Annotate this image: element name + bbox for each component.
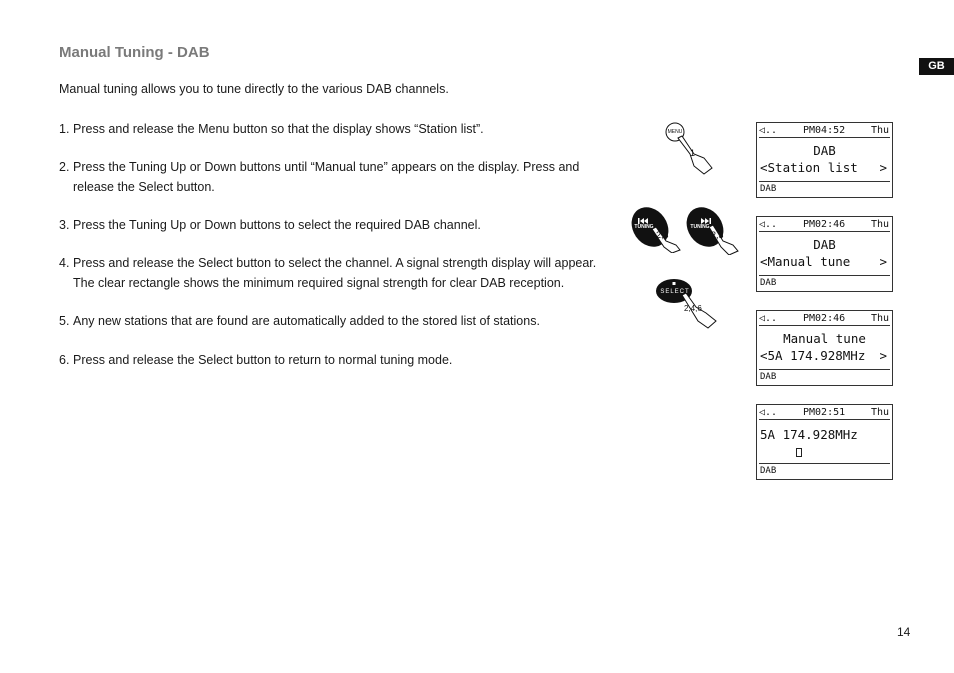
intro-text: Manual tuning allows you to tune directly to the various DAB channels. — [59, 82, 449, 96]
signal-icon: ◁.. — [759, 125, 778, 136]
step-number: 1. — [59, 122, 70, 136]
lcd-divider — [759, 275, 890, 276]
step-1 — [59, 119, 619, 139]
tuning-up-illustration — [685, 203, 740, 255]
menu-button-label: MENU — [667, 129, 683, 135]
lcd-line2-text: <5A 174.928MHz — [760, 348, 866, 363]
step-2 — [59, 157, 619, 197]
lcd-display-2 — [756, 216, 893, 292]
step-3 — [59, 215, 619, 235]
tuning-up-label: TUNING — [690, 224, 710, 230]
lcd-day: Thu — [870, 407, 889, 418]
tuning-down-illustration — [630, 203, 682, 253]
lcd-mode: DAB — [760, 184, 777, 194]
step-5 — [59, 311, 619, 331]
lcd-divider — [759, 419, 890, 420]
lcd-divider — [759, 463, 890, 464]
signal-icon: ◁.. — [759, 219, 778, 230]
menu-button-illustration — [664, 120, 716, 176]
lcd-time: PM04:52 — [803, 125, 846, 136]
step-number: 2. — [59, 160, 70, 174]
lcd-frequency: 5A 174.928MHz — [760, 427, 858, 442]
language-tab: GB — [919, 58, 954, 75]
select-button-illustration — [654, 275, 718, 329]
select-button-label: SELECT — [660, 289, 690, 295]
step-text: Any new stations that are found are automatically added to the stored list of stations. — [73, 314, 540, 328]
lcd-time: PM02:46 — [803, 313, 846, 324]
lcd-right-arrow: > — [879, 254, 887, 269]
step-text: Press and release the Menu button so that the display shows “Station list”. — [73, 122, 484, 136]
lcd-display-4 — [756, 404, 893, 480]
page-number: 14 — [897, 625, 911, 639]
lcd-display-1 — [756, 122, 893, 198]
step-text: Press the Tuning Up or Down buttons until “Manual tune” appears on the display. Press and release the Select button. — [73, 160, 580, 194]
lcd-time: PM02:46 — [803, 219, 846, 230]
lcd-line2-text: <Manual tune — [760, 254, 851, 269]
lcd-day: Thu — [870, 313, 889, 324]
lcd-line1: DAB — [813, 237, 836, 252]
lcd-mode: DAB — [760, 278, 777, 288]
step-number: 4. — [59, 256, 70, 270]
tuning-down-label: TUNING — [634, 224, 654, 230]
lcd-divider — [759, 369, 890, 370]
tuning-down-step-number: 2,3 — [656, 230, 669, 240]
lcd-divider — [759, 325, 890, 326]
lcd-line2-text: <Station list — [760, 160, 858, 175]
step-6 — [59, 350, 619, 370]
step-4 — [59, 253, 619, 293]
step-number: 3. — [59, 218, 70, 232]
signal-icon: ◁.. — [759, 407, 778, 418]
lcd-mode: DAB — [760, 466, 777, 476]
step-text: Press the Tuning Up or Down buttons to select the required DAB channel. — [73, 218, 481, 232]
step-number: 5. — [59, 314, 70, 328]
page-title: Manual Tuning - DAB — [59, 44, 210, 61]
step-number: 6. — [59, 353, 70, 367]
lcd-line1: Manual tune — [783, 331, 866, 346]
signal-icon: ◁.. — [759, 313, 778, 324]
menu-step-number: 1 — [690, 148, 696, 158]
lcd-divider — [759, 181, 890, 182]
lcd-divider — [759, 137, 890, 138]
select-step-number: 2,4,6 — [684, 304, 702, 313]
lcd-display-3 — [756, 310, 893, 386]
lcd-day: Thu — [870, 125, 889, 136]
signal-threshold-box — [796, 448, 802, 457]
step-text: Press and release the Select button to select the channel. A signal strength display will appear. The clear rectangle shows the minimum required signal strength for clear DAB reception. — [73, 256, 597, 290]
lcd-right-arrow: > — [879, 348, 887, 363]
lcd-mode: DAB — [760, 372, 777, 382]
step-text: Press and release the Select button to return to normal tuning mode. — [73, 353, 453, 367]
lcd-divider — [759, 231, 890, 232]
lcd-right-arrow: > — [879, 160, 887, 175]
tuning-up-step-number: 2,3 — [711, 230, 724, 240]
lcd-day: Thu — [870, 219, 889, 230]
lcd-line1: DAB — [813, 143, 836, 158]
lcd-time: PM02:51 — [803, 407, 846, 418]
select-button-graphic — [654, 275, 718, 329]
